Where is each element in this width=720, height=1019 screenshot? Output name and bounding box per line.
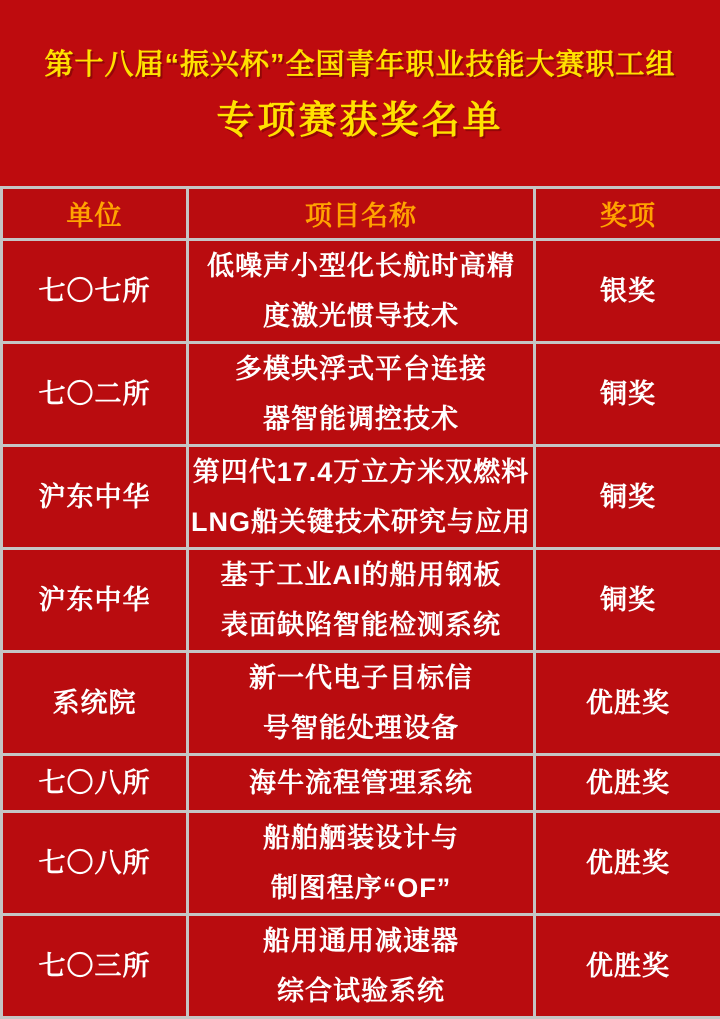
- award-text: 优胜奖: [536, 690, 720, 717]
- project-cell: [188, 549, 535, 652]
- project-line: 多模块浮式平台连接: [189, 344, 533, 394]
- table-row: [2, 915, 720, 1018]
- project-cell: [188, 240, 535, 343]
- table-row: [2, 812, 720, 915]
- unit-text: 七〇八所: [3, 850, 186, 877]
- header-unit: 单位: [2, 188, 188, 240]
- table-row: [2, 755, 720, 812]
- unit-cell: [2, 755, 188, 812]
- table-row: [2, 343, 720, 446]
- project-line: 低噪声小型化长航时高精: [189, 241, 533, 291]
- table-row: [2, 652, 720, 755]
- poster-subtitle: 专项赛获奖名单: [216, 98, 503, 144]
- unit-text: 七〇二所: [3, 381, 186, 408]
- award-cell: [535, 446, 720, 549]
- project-line: 器智能调控技术: [189, 394, 533, 444]
- unit-cell: [2, 240, 188, 343]
- unit-cell: [2, 915, 188, 1018]
- award-cell: [535, 915, 720, 1018]
- project-line: 第四代17.4万立方米双燃料: [189, 447, 533, 497]
- award-cell: [535, 755, 720, 812]
- table-row: [2, 240, 720, 343]
- table-row: [2, 446, 720, 549]
- project-line: 基于工业AI的船用钢板: [189, 550, 533, 600]
- award-text: 优胜奖: [536, 850, 720, 877]
- poster-header: [0, 0, 720, 186]
- unit-cell: [2, 549, 188, 652]
- project-line: 表面缺陷智能检测系统: [189, 600, 533, 650]
- project-cell: [188, 812, 535, 915]
- header-award: 奖项: [535, 188, 720, 240]
- award-cell: [535, 652, 720, 755]
- award-text: 铜奖: [536, 381, 720, 408]
- unit-text: 沪东中华: [3, 587, 186, 614]
- unit-text: 系统院: [3, 690, 186, 717]
- award-cell: [535, 343, 720, 446]
- project-line: 船用通用减速器: [189, 916, 533, 966]
- unit-text: 七〇八所: [3, 770, 186, 797]
- project-line: 综合试验系统: [189, 966, 533, 1016]
- unit-cell: [2, 812, 188, 915]
- award-cell: [535, 549, 720, 652]
- award-text: 铜奖: [536, 484, 720, 511]
- project-line: 新一代电子目标信: [189, 653, 533, 703]
- project-cell: [188, 915, 535, 1018]
- project-line: 船舶舾装设计与: [189, 813, 533, 863]
- award-cell: [535, 812, 720, 915]
- project-line: 度激光惯导技术: [189, 291, 533, 341]
- table-row: [2, 549, 720, 652]
- unit-text: 沪东中华: [3, 484, 186, 511]
- unit-cell: [2, 446, 188, 549]
- award-text: 优胜奖: [536, 770, 720, 797]
- unit-text: 七〇七所: [3, 278, 186, 305]
- project-line: 海牛流程管理系统: [189, 758, 533, 808]
- award-text: 铜奖: [536, 587, 720, 614]
- award-text: 优胜奖: [536, 953, 720, 980]
- project-cell: [188, 446, 535, 549]
- unit-cell: [2, 343, 188, 446]
- project-line: 号智能处理设备: [189, 703, 533, 753]
- award-text: 银奖: [536, 278, 720, 305]
- project-cell: [188, 343, 535, 446]
- awards-table: [0, 186, 720, 1019]
- award-cell: [535, 240, 720, 343]
- unit-text: 七〇三所: [3, 953, 186, 980]
- project-cell: [188, 652, 535, 755]
- project-cell: [188, 755, 535, 812]
- unit-cell: [2, 652, 188, 755]
- header-project-name: 项目名称: [188, 188, 535, 240]
- project-line: LNG船关键技术研究与应用: [189, 497, 533, 547]
- table-header-row: [2, 188, 720, 240]
- project-line: 制图程序“OF”: [189, 863, 533, 913]
- poster-title: 第十八届“振兴杯”全国青年职业技能大赛职工组: [44, 46, 675, 84]
